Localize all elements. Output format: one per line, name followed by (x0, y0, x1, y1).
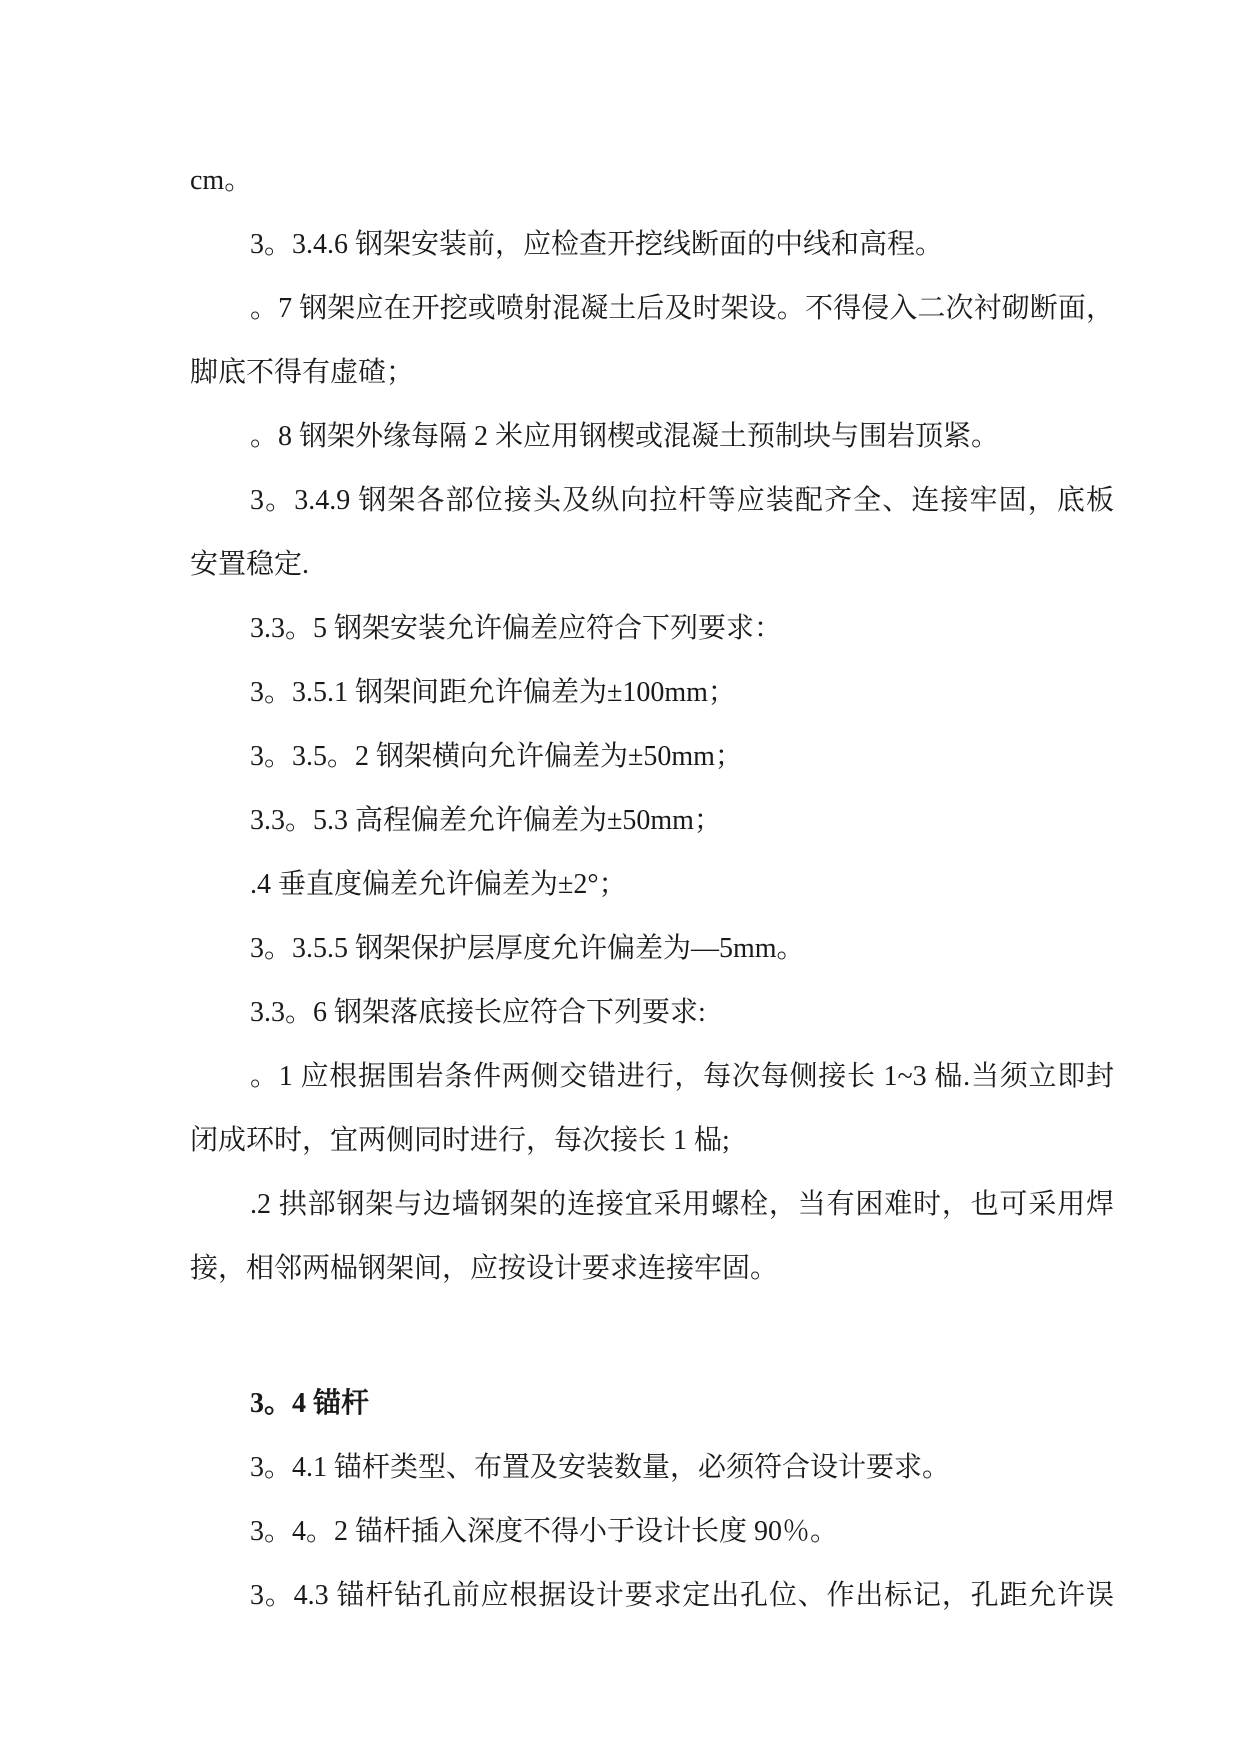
text-line: 闭成环时，宜两侧同时进行，每次接长 1 榀; (190, 1125, 730, 1156)
text-line: 3。3.4.6 钢架安装前，应检查开挖线断面的中线和高程。 (250, 229, 944, 260)
text-line: 3。3.4.9 钢架各部位接头及纵向拉杆等应装配齐全、连接牢固，底板 (250, 485, 1114, 516)
text-line: 。8 钢架外缘每隔 2 米应用钢楔或混凝土预制块与围岩顶紧。 (250, 421, 1000, 452)
text-line: 。1 应根据围岩条件两侧交错进行，每次每侧接长 1~3 榀.当须立即封 (250, 1061, 1114, 1092)
text-line: 。7 钢架应在开挖或喷射混凝土后及时架设。不得侵入二次衬砌断面， (250, 293, 1114, 324)
text-line: 3。3.5.5 钢架保护层厚度允许偏差为—5mm。 (250, 933, 805, 964)
section-heading: 3。4 锚杆 (250, 1388, 370, 1419)
text-line: .4 垂直度偏差允许偏差为±2°； (250, 869, 627, 900)
text-line: 接，相邻两榀钢架间，应按设计要求连接牢固。 (190, 1253, 779, 1284)
text-line: 3.3。5.3 高程偏差允许偏差为±50mm； (250, 805, 722, 836)
text-line: 脚底不得有虚碴； (190, 357, 415, 388)
text-line: .2 拱部钢架与边墙钢架的连接宜采用螺栓，当有困难时，也可采用焊 (250, 1189, 1114, 1220)
text-line: 3。4.1 锚杆类型、布置及安装数量，必须符合设计要求。 (250, 1452, 951, 1483)
text-line: 3.3。6 钢架落底接长应符合下列要求: (250, 997, 706, 1028)
text-line: cm。 (190, 165, 253, 196)
text-line: 3.3。5 钢架安装允许偏差应符合下列要求： (250, 613, 783, 644)
text-line: 3。3.5。2 钢架横向允许偏差为±50mm； (250, 741, 743, 772)
text-line: 3。4。2 锚杆插入深度不得小于设计长度 90％。 (250, 1516, 839, 1547)
text-line: 3。4.3 锚杆钻孔前应根据设计要求定出孔位、作出标记，孔距允许误 (250, 1580, 1114, 1611)
text-line: 3。3.5.1 钢架间距允许偏差为±100mm； (250, 677, 736, 708)
text-line: 安置稳定. (190, 549, 310, 580)
